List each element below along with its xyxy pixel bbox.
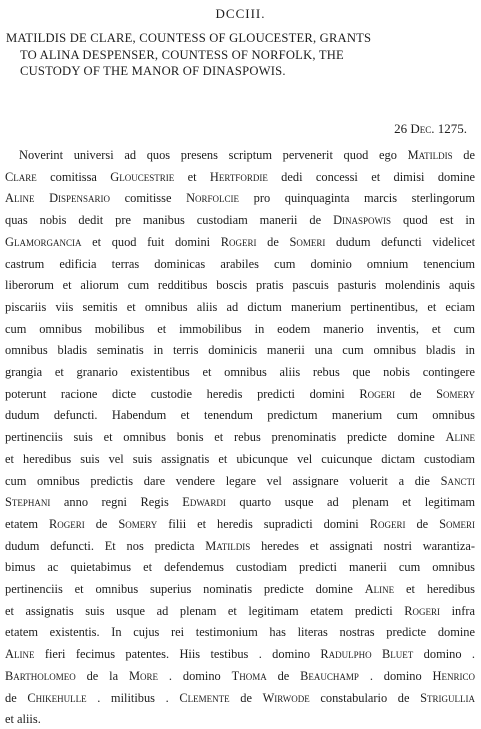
heading-line-2: TO ALINA DESPENSER, COUNTESS OF NORFOLK, THE bbox=[20, 47, 344, 62]
body-line: piscariis viis semitis et omnibus aliis ad dictum manerium pertinentibus, et eciam bbox=[5, 299, 475, 314]
body-line: Bartholomeo de la More . domino Thoma de Beauchamp . domino Henrico bbox=[5, 668, 475, 683]
body-line: liberorum et aliorum cum redditibus boscis pratis pascuis pasturis molendinis aquis bbox=[5, 278, 475, 293]
body-line: poterunt racione dicte custodie heredis predicti domini Rogeri de Somery bbox=[5, 386, 475, 401]
heading-line-1: MATILDIS DE CLARE, COUNTESS OF GLOUCESTER, GRANTS bbox=[6, 31, 372, 45]
document-heading bbox=[6, 30, 475, 80]
body-line: etatem Rogeri de Somery filii et heredis supradicti domini Rogeri de Someri bbox=[5, 516, 476, 531]
body-line: Aline fieri fecimus patentes. Hiis testibus . domino Radulpho Bluet domino . bbox=[5, 647, 476, 662]
body-line: et heredibus suis vel suis assignatis et ubicunque vel cuicunque dictam custodiam bbox=[5, 451, 475, 466]
body-line: etatem existentis. In cujus rei testimonium has literas nostras predicte domine bbox=[5, 625, 475, 640]
body-line: cum omnibus mobilibus et immobilibus in eodem manerio inventis, et cum bbox=[5, 321, 475, 336]
body-line: grangia et granario existentibus et omnibus aliis rebus que nobis contingere bbox=[5, 365, 475, 379]
body-line: omnibus bladis seminatis in terris dominicis manerii una cum omnibus bladis in bbox=[5, 343, 475, 358]
document-date: 26 Dec. 1275. bbox=[394, 121, 467, 136]
body-line: castrum edificia terras dominicas arabiles cum dominio omnium tenencium bbox=[5, 256, 475, 271]
body-line: et assignatis suis usque ad plenam et legitimam etatem predicti Rogeri infra bbox=[5, 603, 475, 618]
body-line: dudum defuncti. Et nos predicta Matildis heredes et assignati nostri warantiza- bbox=[5, 538, 475, 553]
body-line: cum omnibus predictis dare vendere legare vel assignare voluerit a die Sancti bbox=[5, 473, 475, 488]
body-line: quas nobis dedit pre manibus custodiam manerii de Dinaspowis quod est in bbox=[5, 213, 475, 228]
body-line: Clare comitissa Gloucestrie et Hertfordie dedi concessi et dimisi domine bbox=[5, 169, 476, 184]
body-line: pertinenciis et omnibus superius nominatis predicte domine Aline et heredibus bbox=[5, 582, 475, 596]
body-line: Glamorgancia et quod fuit domini Rogeri de Someri dudum defuncti videlicet bbox=[5, 234, 476, 249]
body-line: Stephani anno regni Regis Edwardi quarto usque ad plenam et legitimam bbox=[5, 495, 475, 510]
body-line: pertinenciis suis et omnibus bonis et rebus prenominatis predicte domine Aline bbox=[5, 430, 475, 445]
document-number: DCCIII. bbox=[215, 6, 266, 21]
body-line: de Chikehulle . militibus . Clemente de Wirwode constabulario de Strigullia bbox=[5, 690, 475, 705]
heading-line-3: CUSTODY OF THE MANOR OF DINASPOWIS. bbox=[20, 64, 286, 78]
body-line: dudum defuncti. Habendum et tenendum predictum manerium cum omnibus bbox=[5, 408, 475, 423]
body-line: et aliis. bbox=[5, 712, 41, 727]
body-line: Aline Dispensario comitisse Norfolcie pro quinquaginta marcis sterlingorum bbox=[5, 191, 476, 206]
body-line: bimus ac quietabimus et defendemus custodiam predicti manerii cum omnibus bbox=[5, 560, 475, 575]
body-line: Noverint universi ad quos presens scriptum pervenerit quod ego Matildis de bbox=[19, 148, 475, 162]
